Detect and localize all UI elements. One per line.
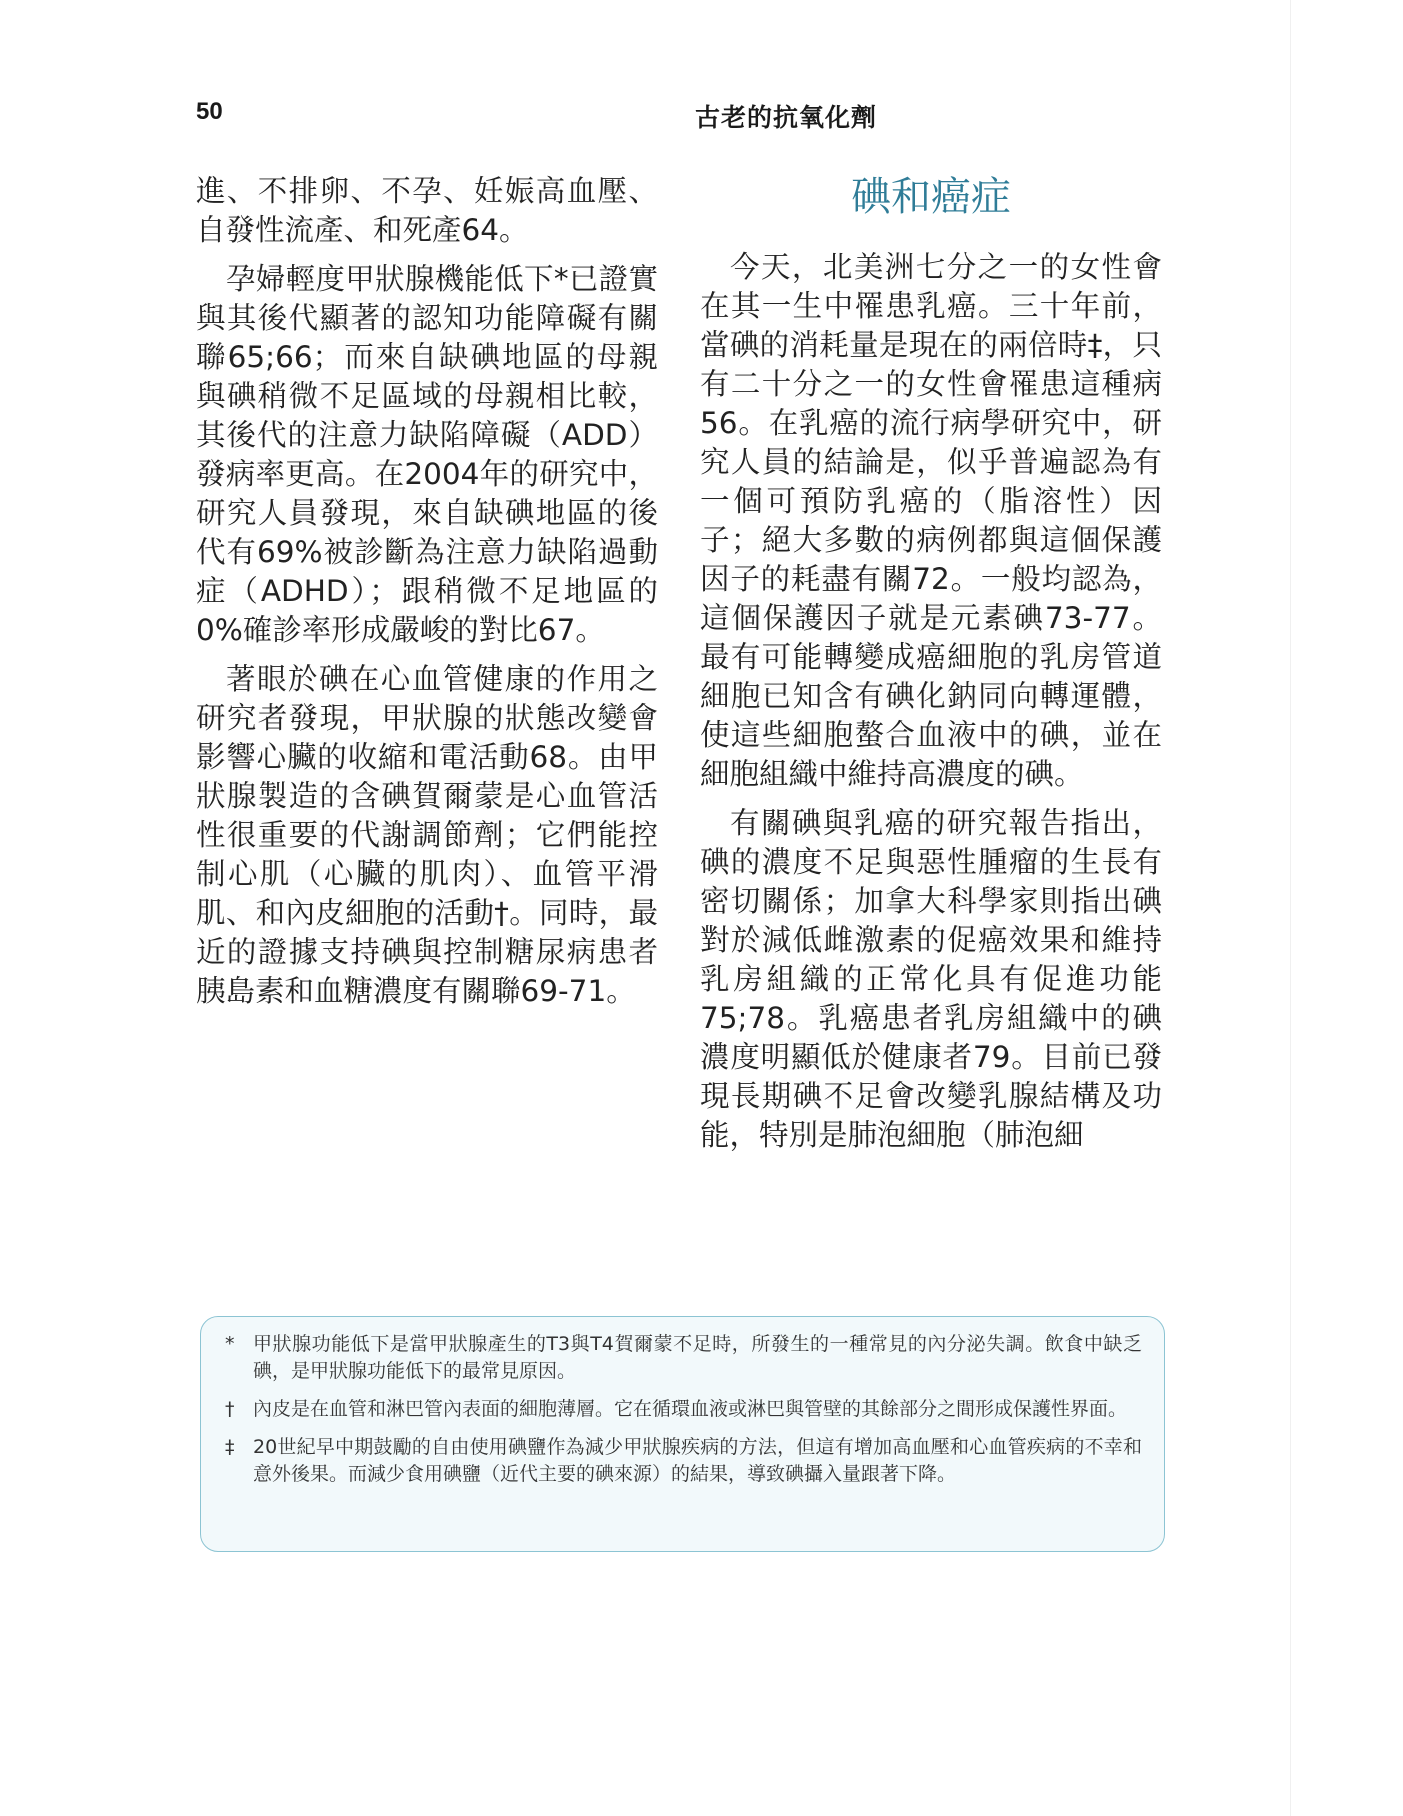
- footnote-item: [225, 1396, 1142, 1423]
- left-column: [196, 172, 658, 1021]
- footnote-mark: ‡: [225, 1436, 235, 1458]
- page-header: [196, 98, 1196, 138]
- body-paragraph: 孕婦輕度甲狀腺機能低下*已證實與其後代顯著的認知功能障礙有關聯65;66；而來自缺碘地區的母親與碘稍微不足區域的母親相比較，其後代的注意力缺陷障礙（ADD）發病率更高。在2004年的研究中，研究人員發現，來自缺碘地區的後代有69%被診斷為注意力缺陷過動症（ADHD）；跟稍微不足地區的0%確診率形成嚴峻的對比67。: [196, 262, 658, 647]
- footnote-text: 內皮是在血管和淋巴管內表面的細胞薄層。它在循環血液或淋巴與管壁的其餘部分之間形成保護性界面。: [253, 1398, 1128, 1420]
- body-paragraph: 進、不排卵、不孕、妊娠高血壓、自發性流產、和死產64。: [196, 174, 658, 247]
- body-paragraph: 著眼於碘在心血管健康的作用之研究者發現，甲狀腺的狀態改變會影響心臟的收縮和電活動68。由甲狀腺製造的含碘賀爾蒙是心血管活性很重要的代謝調節劑；它們能控制心肌（心臟的肌肉）、血管平滑肌、和內皮細胞的活動†。同時，最近的證據支持碘與控制糖尿病患者胰島素和血糖濃度有關聯69-71。: [196, 662, 658, 1008]
- footnote-item: [225, 1434, 1142, 1488]
- footnote-mark: †: [225, 1398, 235, 1420]
- footnote-mark: *: [225, 1333, 235, 1355]
- footnote-item: [225, 1331, 1142, 1385]
- running-title: 古老的抗氧化劑: [694, 103, 877, 132]
- page-edge-line: [1290, 0, 1291, 1816]
- footnote-text: 20世紀早中期鼓勵的自由使用碘鹽作為減少甲狀腺疾病的方法，但這有增加高血壓和心血管疾病的不幸和意外後果。而減少食用碘鹽（近代主要的碘來源）的結果，導致碘攝入量跟著下降。: [253, 1436, 1142, 1485]
- footnote-text: 甲狀腺功能低下是當甲狀腺產生的T3與T4賀爾蒙不足時，所發生的一種常見的內分泌失調。飲食中缺乏碘，是甲狀腺功能低下的最常見原因。: [253, 1333, 1142, 1382]
- right-column: [700, 172, 1162, 1165]
- section-title: 碘和癌症: [851, 174, 1011, 220]
- body-paragraph: 今天，北美洲七分之一的女性會在其一生中罹患乳癌。三十年前，當碘的消耗量是現在的兩倍時‡，只有二十分之一的女性會罹患這種病56。在乳癌的流行病學研究中，研究人員的結論是，似乎普遍認為有一個可預防乳癌的（脂溶性）因子；絕大多數的病例都與這個保護因子的耗盡有關72。一般均認為，這個保護因子就是元素碘73-77。最有可能轉變成癌細胞的乳房管道細胞已知含有碘化鈉同向轉運體，使這些細胞螯合血液中的碘，並在細胞組織中維持高濃度的碘。: [700, 250, 1162, 791]
- footnote-box: [200, 1316, 1165, 1552]
- body-paragraph: 有關碘與乳癌的研究報告指出，碘的濃度不足與惡性腫瘤的生長有密切關係；加拿大科學家則指出碘對於減低雌激素的促癌效果和維持乳房組織的正常化具有促進功能75;78。乳癌患者乳房組織中的碘濃度明顯低於健康者79。目前已發現長期碘不足會改變乳腺結構及功能，特別是肺泡細胞（肺泡細: [700, 806, 1162, 1152]
- page-number: 50: [196, 98, 223, 125]
